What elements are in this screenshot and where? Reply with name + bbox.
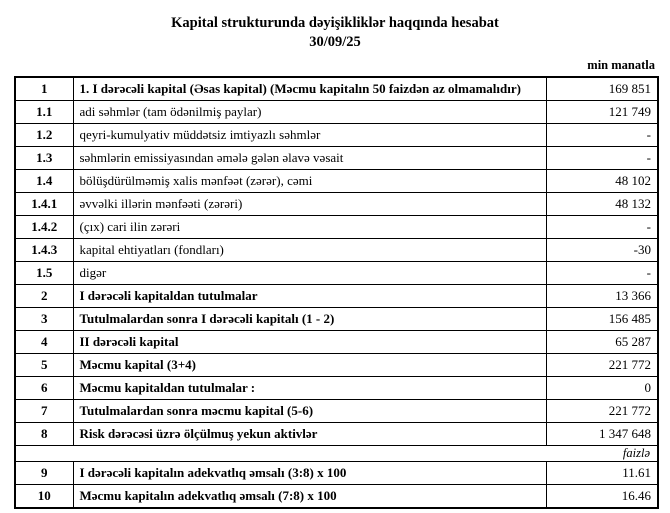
- row-number-cell: 7: [15, 400, 73, 423]
- row-value-cell: 0: [546, 377, 658, 400]
- row-number-cell: 3: [15, 308, 73, 331]
- capital-structure-table: [14, 76, 659, 509]
- row-number-cell: 4: [15, 331, 73, 354]
- row-value-cell: -: [546, 124, 658, 147]
- row-label-cell: Tutulmalardan sonra məcmu kapital (5-6): [73, 400, 546, 423]
- table-row: [15, 354, 658, 377]
- row-value-cell: 169 851: [546, 77, 658, 101]
- table-row: [15, 423, 658, 446]
- row-value-cell: 48 102: [546, 170, 658, 193]
- row-number-cell: 10: [15, 485, 73, 509]
- row-number-cell: 5: [15, 354, 73, 377]
- row-number-cell: 1.5: [15, 262, 73, 285]
- row-label-cell: digər: [73, 262, 546, 285]
- unit-separator-row: [15, 446, 658, 462]
- unit-label: min manatla: [587, 58, 655, 72]
- row-label-cell: kapital ehtiyatları (fondları): [73, 239, 546, 262]
- row-label-cell: bölüşdürülməmiş xalis mənfəət (zərər), cəmi: [73, 170, 546, 193]
- row-number-cell: 1.4.3: [15, 239, 73, 262]
- row-label-cell: Risk dərəcəsi üzrə ölçülmuş yekun aktivlər: [73, 423, 546, 446]
- row-label-cell: Məcmu kapitaldan tutulmalar :: [73, 377, 546, 400]
- row-value-cell: -: [546, 262, 658, 285]
- row-value-cell: 13 366: [546, 285, 658, 308]
- report-title: Kapital strukturunda dəyişikliklər haqqında hesabat: [171, 15, 499, 31]
- unit-separator-label: faizlə: [15, 446, 658, 462]
- row-value-cell: 11.61: [546, 462, 658, 485]
- row-number-cell: 1.4: [15, 170, 73, 193]
- table-row: [15, 239, 658, 262]
- table-row: [15, 216, 658, 239]
- table-row: [15, 308, 658, 331]
- table-row: [15, 193, 658, 216]
- table-row: [15, 101, 658, 124]
- row-number-cell: 1.1: [15, 101, 73, 124]
- row-number-cell: 6: [15, 377, 73, 400]
- row-value-cell: 121 749: [546, 101, 658, 124]
- row-value-cell: 156 485: [546, 308, 658, 331]
- row-number-cell: 9: [15, 462, 73, 485]
- row-value-cell: 221 772: [546, 400, 658, 423]
- row-number-cell: 1.2: [15, 124, 73, 147]
- row-label-cell: II dərəcəli kapital: [73, 331, 546, 354]
- row-label-cell: qeyri-kumulyativ müddətsiz imtiyazlı səhmlər: [73, 124, 546, 147]
- table-row: [15, 124, 658, 147]
- table-row: [15, 285, 658, 308]
- row-label-cell: I dərəcəli kapitalın adekvatlıq əmsalı (3:8) x 100: [73, 462, 546, 485]
- row-value-cell: 221 772: [546, 354, 658, 377]
- row-label-cell: əvvəlki illərin mənfəəti (zərəri): [73, 193, 546, 216]
- row-number-cell: 8: [15, 423, 73, 446]
- row-number-cell: 1.3: [15, 147, 73, 170]
- row-value-cell: 1 347 648: [546, 423, 658, 446]
- table-body: [15, 77, 658, 508]
- table-row: [15, 147, 658, 170]
- table-row: [15, 462, 658, 485]
- row-label-cell: I dərəcəli kapitaldan tutulmalar: [73, 285, 546, 308]
- row-number-cell: 1: [15, 77, 73, 101]
- table-row: [15, 170, 658, 193]
- row-label-cell: Məcmu kapitalın adekvatlıq əmsalı (7:8) x 100: [73, 485, 546, 509]
- table-row: [15, 77, 658, 101]
- row-value-cell: -: [546, 216, 658, 239]
- row-value-cell: 48 132: [546, 193, 658, 216]
- row-label-cell: səhmlərin emissiyasından əmələ gələn əlavə vəsait: [73, 147, 546, 170]
- table-row: [15, 377, 658, 400]
- row-value-cell: 65 287: [546, 331, 658, 354]
- row-number-cell: 1.4.1: [15, 193, 73, 216]
- table-row: [15, 262, 658, 285]
- row-number-cell: 2: [15, 285, 73, 308]
- row-label-cell: (çıx) cari ilin zərəri: [73, 216, 546, 239]
- table-row: [15, 331, 658, 354]
- row-label-cell: 1. I dərəcəli kapital (Əsas kapital) (Məcmu kapitalın 50 faizdən az olmamalıdır): [73, 77, 546, 101]
- row-label-cell: Tutulmalardan sonra I dərəcəli kapitalı (1 - 2): [73, 308, 546, 331]
- row-value-cell: -30: [546, 239, 658, 262]
- row-number-cell: 1.4.2: [15, 216, 73, 239]
- row-value-cell: 16.46: [546, 485, 658, 509]
- report-date: 30/09/25: [309, 34, 361, 50]
- row-label-cell: Məcmu kapital (3+4): [73, 354, 546, 377]
- row-value-cell: -: [546, 147, 658, 170]
- table-row: [15, 485, 658, 509]
- table-row: [15, 400, 658, 423]
- row-label-cell: adi səhmlər (tam ödənilmiş paylar): [73, 101, 546, 124]
